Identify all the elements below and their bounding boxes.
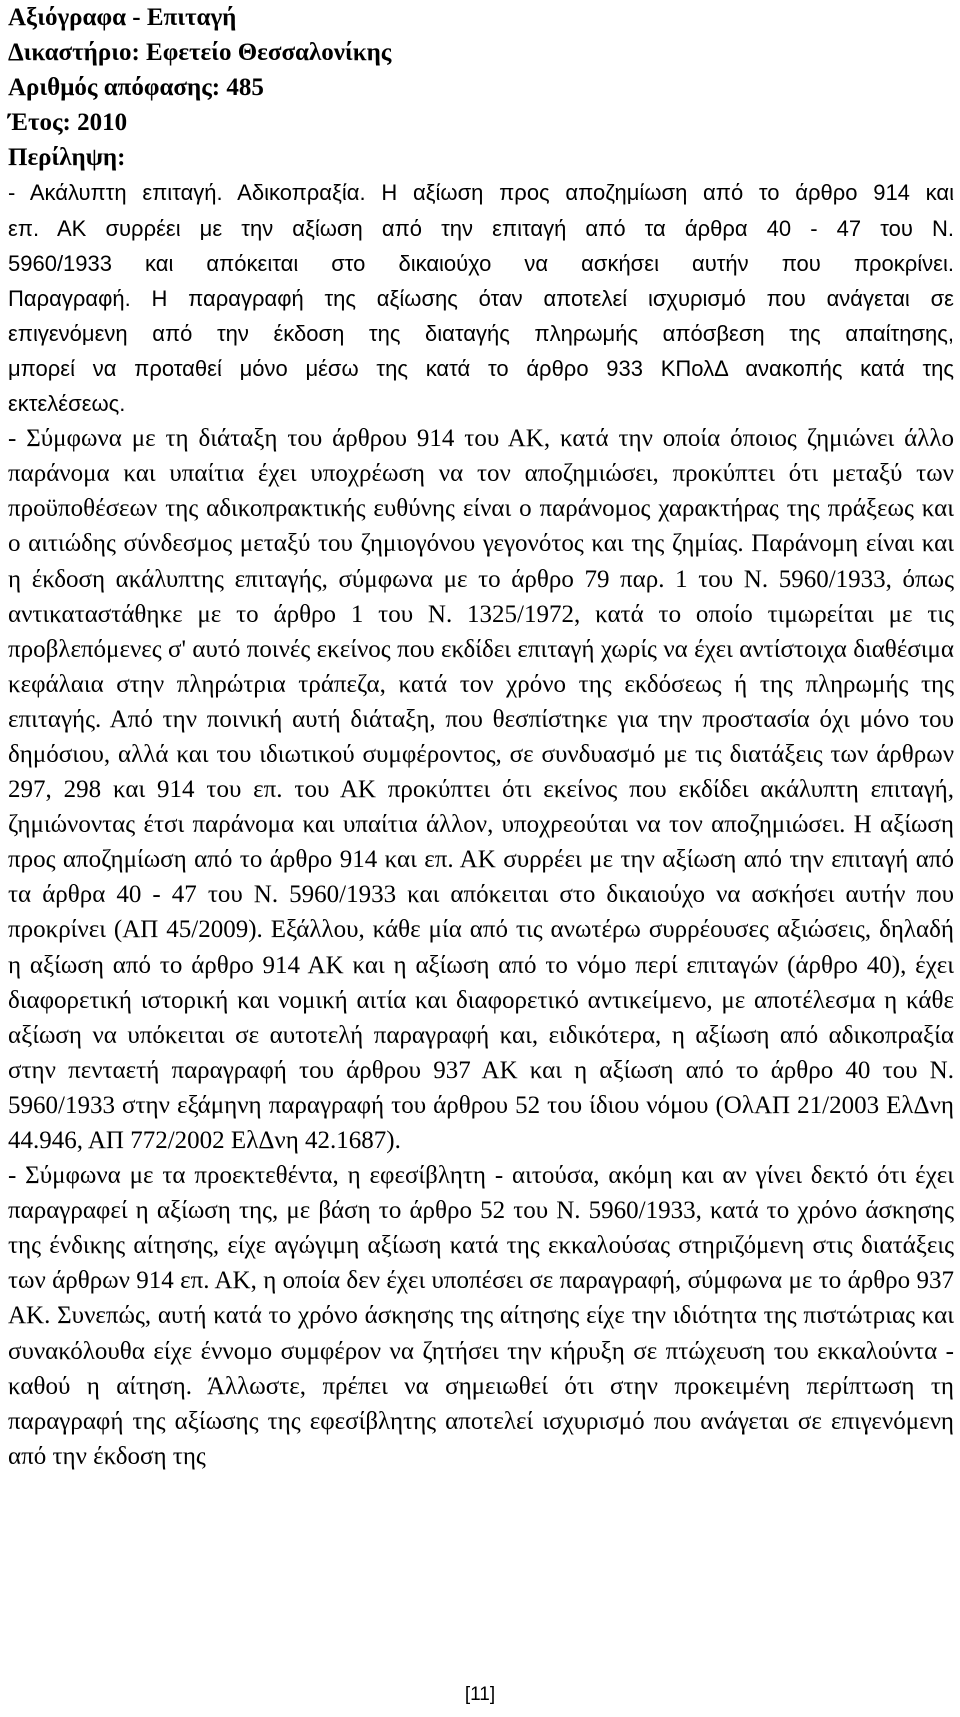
document-page [8, 0, 954, 1474]
decision-body [8, 421, 954, 1474]
body-paragraph: - Σύμφωνα με τα προεκτεθέντα, η εφεσίβλητη - αιτούσα, ακόμη και αν γίνει δεκτό ότι έχει παραγραφεί η αξίωση της, με βάση το άρθρο 52 του Ν. 5960/1933, κατά το χρόνο άσκησης της ένδικης αίτησης, είχε αγώγιμη αξίωση κατά της εκκαλούσας στηριζόμενη στις διατάξεις των άρθρων 914 επ. ΑΚ, η οποία δεν έχει υποπέσει σε παραγραφή, σύμφωνα με το άρθρο 937 ΑΚ. Συνεπώς, αυτή κατά το χρόνο άσκησης της αίτησης είχε την ιδιότητα της πιστώτριας και συνακόλουθα είχε έννομο συμφέρον να ζητήσει την κήρυξη σε πτώχευση του εκκαλούντα - καθού η αίτηση. Άλλωστε, πρέπει να σημειωθεί ότι στην προκειμένη περίπτωση τη παραγραφή της αξίωσης της εφεσίβλητης αποτελεί ισχυρισμό που ανάγεται σε επιγενόμενη από την έκδοση της [8, 1162, 954, 1470]
summary-block [8, 175, 954, 421]
summary-line: επ. ΑΚ συρρέει με την αξίωση από την επιταγή από τα άρθρα 40 - 47 του Ν. [8, 215, 954, 241]
body-paragraph: - Σύμφωνα με τη διάταξη του άρθρου 914 του ΑΚ, κατά την οποία όποιος ζημιώνει άλλο παράνομα και υπαίτια έχει υποχρέωση να τον αποζημιώσει, προκύπτει ότι μεταξύ των προϋποθέσεων της αδικοπρακτικής ευθύνης είναι ο παράνομος χαρακτήρας της πράξεως και ο αιτιώδης σύνδεσμος μεταξύ του ζημιογόνου γεγονότος και της ζημίας. Παράνομη είναι και η έκδοση ακάλυπτης επιταγής, σύμφωνα με το άρθρο 79 παρ. 1 του Ν. 5960/1933, όπως αντικαταστάθηκε με το άρθρο 1 του Ν. 1325/1972, κατά το οποίο τιμωρείται με τις προβλεπόμενες σ' αυτό ποινές εκείνος που εκδίδει επιταγή χωρίς να έχει αντίστοιχα διαθέσιμα κεφάλαια στην πληρώτρια τράπεζα, κατά τον χρόνο της εκδόσεως ή της πληρωμής της επιταγής. Από την ποινική αυτή διάταξη, που θεσπίστηκε για την προστασία όχι μόνο του δημόσιου, αλλά και του ιδιωτικού συμφέροντος, σε συνδυασμό με τις διατάξεις των άρθρων 297, 298 και 914 του επ. του ΑΚ προκύπτει ότι εκείνος που εκδίδει ακάλυπτη επιταγή, ζημιώνοντας έτσι παράνομα και υπαίτια άλλον, υποχρεούται να τον αποζημιώσει. Η αξίωση προς αποζημίωση από το άρθρο 914 και επ. ΑΚ συρρέει με την αξίωση από την επιταγή από τα άρθρα 40 - 47 του Ν. 5960/1933 και απόκειται στο δικαιούχο να ασκήσει αυτήν που προκρίνει (ΑΠ 45/2009). Εξάλλου, κάθε μία από τις ανωτέρω συρρέουσες αξιώσεις, δηλαδή η αξίωση από το άρθρο 914 ΑΚ και η αξίωση από το νόμο περί επιταγών (άρθρο 40), έχει διαφορετική ιστορική και νομική αιτία και διαφορετικό αντικείμενο, με αποτέλεσμα η κάθε αξίωση να υπόκειται σε αυτοτελή παραγραφή και, ειδικότερα, η αξίωση από αδικοπραξία στην πενταετή παραγραφή του άρθρου 937 ΑΚ και η αξίωση από το άρθρο 40 του Ν. 5960/1933 στην εξάμηνη παραγραφή του άρθρου 52 του ίδιου νόμου (ΟλΑΠ 21/2003 ΕλΔνη 44.946, ΑΠ 772/2002 ΕλΔνη 42.1687). [8, 425, 954, 1154]
summary-line: - Ακάλυπτη επιταγή. Αδικοπραξία. Η αξίωση προς αποζημίωση από το άρθρο 914 και [8, 180, 954, 206]
summary-line: μπορεί να προταθεί μόνο μέσω της κατά το άρθρο 933 ΚΠολΔ ανακοπής κατά της [8, 355, 954, 381]
decision-number-line: Αριθμός απόφασης: 485 [8, 74, 264, 102]
document-header [8, 0, 954, 175]
year-line: Έτος: 2010 [8, 109, 128, 137]
document-title: Αξιόγραφα - Επιταγή [8, 4, 237, 31]
summary-line: επιγενόμενη από την έκδοση της διαταγής πληρωμής απόσβεση της απαίτησης, [8, 320, 954, 346]
summary-label: Περίληψη: [8, 144, 126, 172]
summary-line: Παραγραφή. Η παραγραφή της αξίωσης όταν αποτελεί ισχυρισμό που ανάγεται σε [8, 285, 954, 311]
court-line: Δικαστήριο: Εφετείο Θεσσαλονίκης [8, 39, 392, 67]
summary-line: εκτελέσεως. [8, 391, 126, 417]
page-number: [11] [464, 1684, 496, 1705]
summary-line: 5960/1933 και απόκειται στο δικαιούχο να ασκήσει αυτήν που προκρίνει. [8, 250, 954, 276]
